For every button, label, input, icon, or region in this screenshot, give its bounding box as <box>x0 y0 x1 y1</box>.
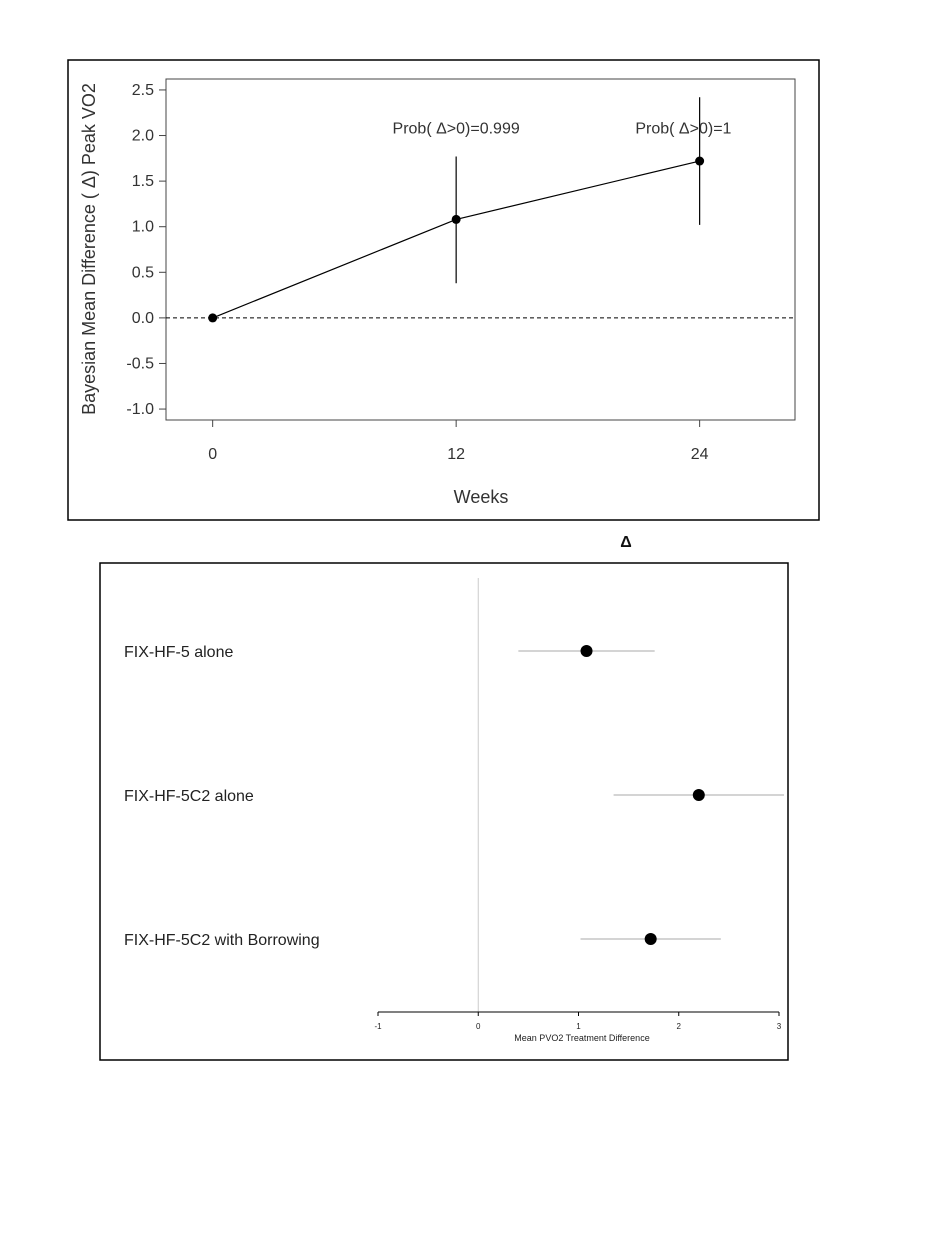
x-axis <box>208 420 708 463</box>
category-label: FIX-HF-5C2 with Borrowing <box>124 932 320 949</box>
y-tick-label: -0.5 <box>126 355 154 373</box>
y-tick-label: 1.5 <box>131 173 154 191</box>
delta-symbol: Δ <box>620 534 632 551</box>
interval-estimates <box>518 645 784 945</box>
bottom-figure-frame <box>100 563 788 1060</box>
data-point <box>452 215 461 224</box>
probability-annotation: Prob( Δ>0)=0.999 <box>392 120 520 138</box>
x-tick-label: 3 <box>776 1022 782 1031</box>
y-tick-label: -1.0 <box>126 401 154 419</box>
x-tick-label: 0 <box>476 1022 481 1031</box>
category-label: FIX-HF-5 alone <box>124 644 234 661</box>
category-label: FIX-HF-5C2 alone <box>124 788 254 805</box>
point-estimate <box>645 933 657 945</box>
x-tick-label: -1 <box>374 1022 382 1031</box>
x-tick-label: 12 <box>447 446 466 463</box>
x-tick-label: 24 <box>690 446 709 463</box>
y-tick-label: 0.0 <box>131 309 154 327</box>
y-tick-label: 1.0 <box>131 218 154 236</box>
x-tick-label: 0 <box>208 446 218 463</box>
y-tick-label: 0.5 <box>131 264 154 282</box>
x-axis-label-bottom: Mean PVO2 Treatment Difference <box>514 1033 650 1043</box>
y-axis <box>126 82 166 418</box>
x-tick-label: 1 <box>576 1022 581 1031</box>
data-point <box>695 157 704 166</box>
point-estimate <box>693 789 705 801</box>
annotations <box>393 121 732 138</box>
y-tick-label: 2.0 <box>131 127 154 145</box>
x-axis-label: Weeks <box>453 487 509 507</box>
x-tick-label: 2 <box>676 1022 681 1031</box>
y-tick-label: 2.5 <box>131 81 154 99</box>
point-estimate <box>581 645 593 657</box>
category-labels <box>124 644 320 949</box>
y-axis-label: Bayesian Mean Difference ( Δ) Peak VO2 <box>79 83 99 415</box>
data-point <box>208 313 217 322</box>
probability-annotation: Prob( Δ>0)=1 <box>635 120 732 138</box>
x-axis-bottom <box>374 1012 781 1031</box>
